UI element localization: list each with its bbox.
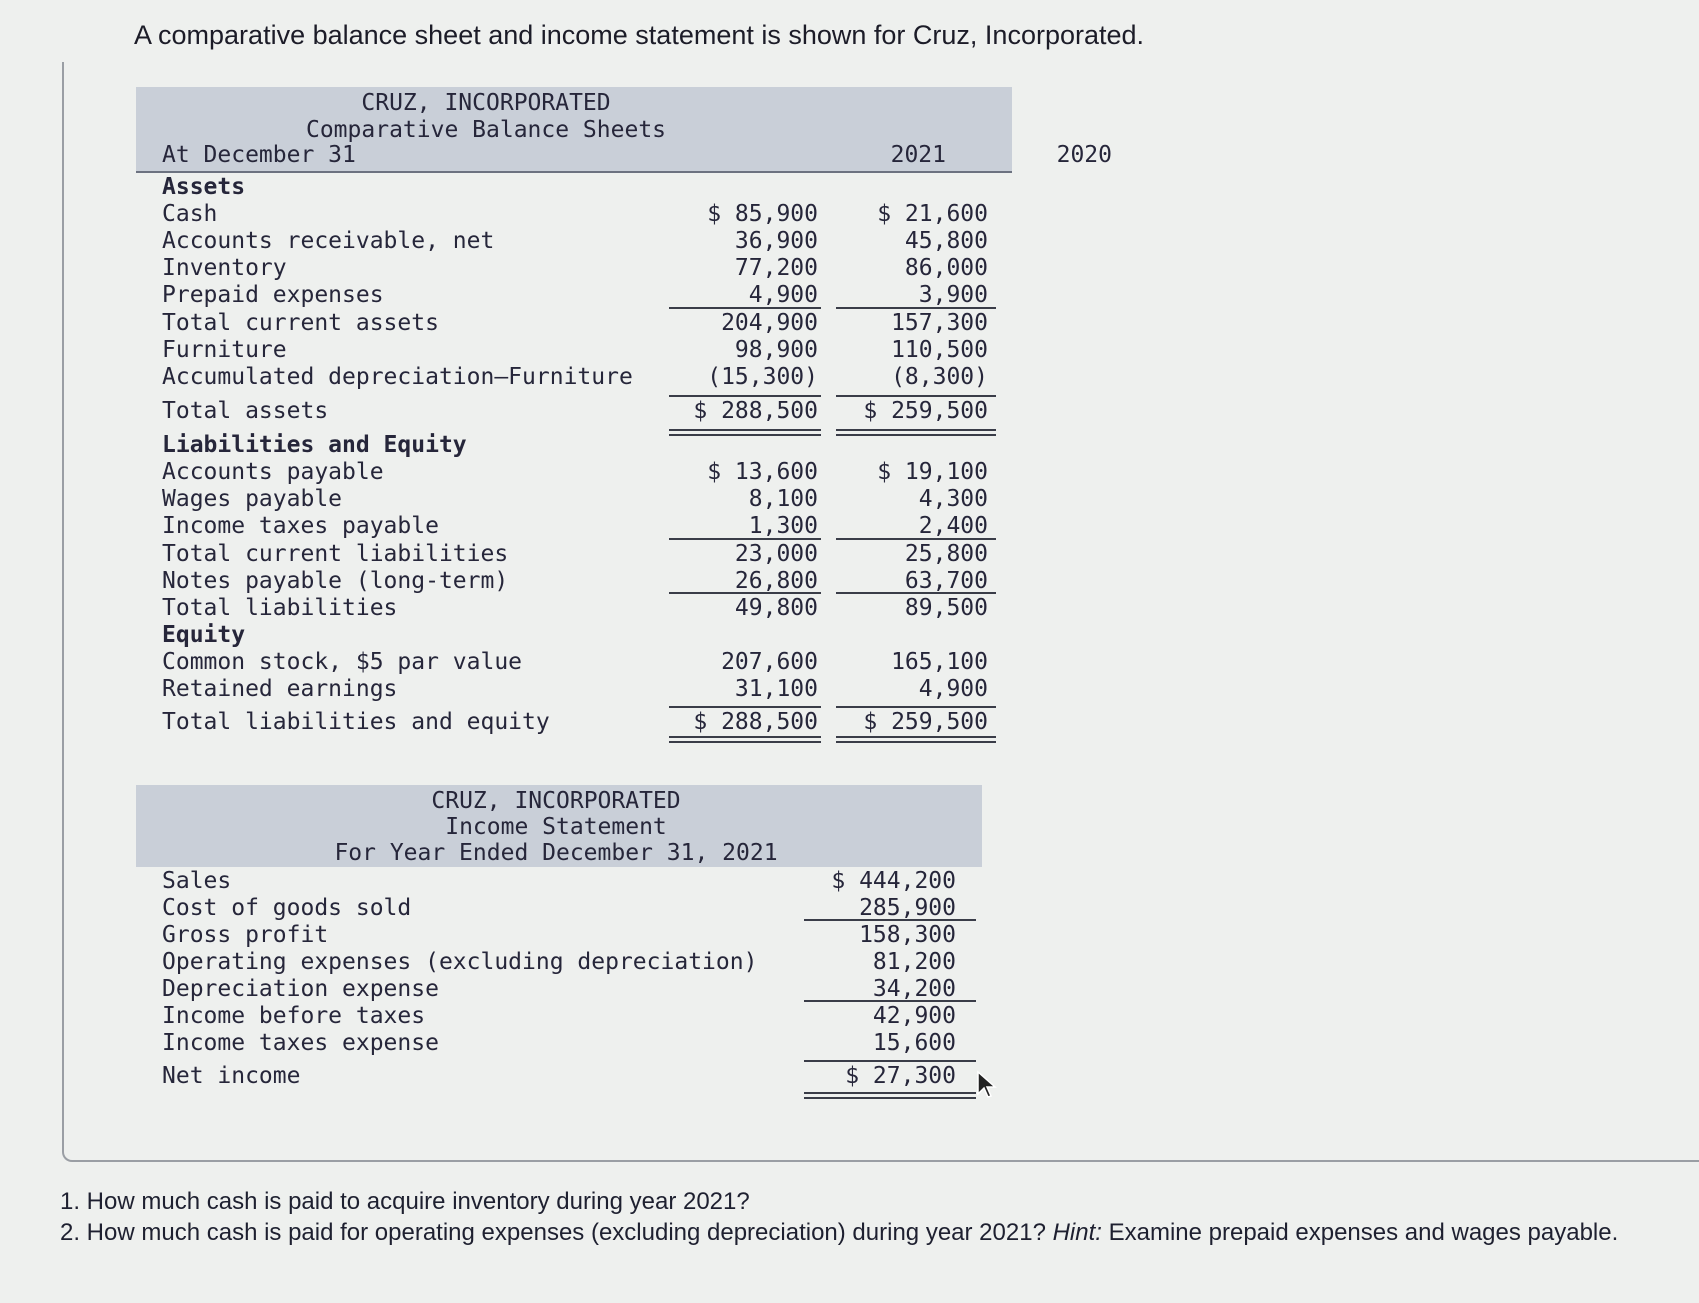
balance-sheet-row <box>136 173 1012 200</box>
rule-line <box>804 1092 976 1094</box>
balance-sheet-row <box>136 708 1012 738</box>
row-label: Equity <box>162 622 246 648</box>
value-2021: $ 288,500 <box>693 398 818 424</box>
income-statement-row <box>136 894 982 921</box>
value-2021: (15,300) <box>707 364 818 390</box>
row-label: Income taxes expense <box>162 1030 439 1056</box>
value-2021: 4,900 <box>748 282 818 308</box>
value-2020: 4,900 <box>918 676 988 702</box>
rule-line <box>804 1000 976 1002</box>
value-2020: 45,800 <box>904 228 988 254</box>
income-statement-row <box>136 867 982 894</box>
rule-line <box>836 736 996 738</box>
rule-line <box>836 307 996 309</box>
balance-sheet-row <box>136 485 1012 512</box>
value-2020: (8,300) <box>891 364 988 390</box>
income-statement <box>136 785 982 1094</box>
balance-sheet-row <box>136 540 1012 567</box>
row-value: $ 27,300 <box>845 1063 956 1089</box>
balance-sheet-row <box>136 281 1012 309</box>
income-statement-row <box>136 1062 982 1094</box>
balance-sheet-row <box>136 254 1012 281</box>
row-label: Liabilities and Equity <box>162 432 467 458</box>
value-2020: $ 259,500 <box>863 398 988 424</box>
intro-text: A comparative balance sheet and income statement is shown for Cruz, Incorporated. <box>134 20 1145 50</box>
year-2020-header: 2020 <box>1056 142 1112 168</box>
row-value: 34,200 <box>872 976 956 1002</box>
question-1: 1. How much cash is paid to acquire inventory during year 2021? <box>60 1188 750 1215</box>
hint-label: Hint: <box>1052 1219 1102 1246</box>
question-2 <box>60 1217 1660 1248</box>
balance-sheet-header <box>136 87 1112 173</box>
value-2020: 3,900 <box>918 282 988 308</box>
rule-line <box>669 307 821 309</box>
rule-line <box>669 706 821 708</box>
row-label: Total liabilities <box>162 595 398 621</box>
balance-sheet-row <box>136 512 1012 540</box>
rule-line <box>836 434 996 436</box>
year-2021-header: 2021 <box>890 142 946 168</box>
row-label: Assets <box>162 174 246 200</box>
row-label: Cash <box>162 201 218 227</box>
rule-line <box>836 395 996 397</box>
rule-line <box>836 706 996 708</box>
value-2020: 25,800 <box>904 541 988 567</box>
balance-sheet-row <box>136 309 1012 336</box>
rule-line <box>669 736 821 738</box>
income-statement-header <box>136 785 982 867</box>
row-value: 42,900 <box>872 1003 956 1029</box>
rule-line <box>669 429 821 431</box>
row-label: Net income <box>162 1063 301 1089</box>
mouse-cursor-icon <box>976 1070 998 1100</box>
balance-sheet-rows <box>136 173 1012 738</box>
row-label: Total current assets <box>162 310 439 336</box>
income-statement-row <box>136 1002 982 1029</box>
value-2021: 36,900 <box>734 228 818 254</box>
row-label: Inventory <box>162 255 287 281</box>
income-statement-rows <box>136 867 982 1094</box>
row-label: Furniture <box>162 337 287 363</box>
question-2-text: 2. How much cash is paid for operating expenses (excluding depreciation) during year 2021? <box>60 1219 1053 1246</box>
row-label: Depreciation expense <box>162 976 439 1002</box>
rule-line <box>836 741 996 743</box>
value-2020: $ 259,500 <box>863 709 988 735</box>
income-statement-row <box>136 1029 982 1062</box>
value-2021: 8,100 <box>748 486 818 512</box>
value-2020: 86,000 <box>904 255 988 281</box>
period-label: At December 31 <box>162 142 356 168</box>
value-2021: $ 85,900 <box>707 201 818 227</box>
row-label: Total assets <box>162 398 329 424</box>
rule-line <box>669 395 821 397</box>
row-label: Operating expenses (excluding depreciation) <box>162 949 758 975</box>
balance-sheet-row <box>136 227 1012 254</box>
row-value: 15,600 <box>872 1030 956 1056</box>
rule-line <box>804 919 976 921</box>
balance-sheet-row <box>136 675 1012 708</box>
questions <box>60 1186 1660 1248</box>
row-label: Sales <box>162 868 232 894</box>
value-2020: 89,500 <box>904 595 988 621</box>
row-label: Prepaid expenses <box>162 282 384 308</box>
value-2021: 77,200 <box>734 255 818 281</box>
balance-sheet-row <box>136 336 1012 363</box>
value-2021: 204,900 <box>721 310 818 336</box>
balance-sheet-row <box>136 363 1012 397</box>
income-statement-row <box>136 975 982 1002</box>
balance-sheet-row <box>136 200 1012 227</box>
value-2020: 63,700 <box>904 568 988 594</box>
row-label: Retained earnings <box>162 676 398 702</box>
row-value: 158,300 <box>859 922 956 948</box>
statement-period: For Year Ended December 31, 2021 <box>334 840 778 866</box>
company-name: CRUZ, INCORPORATED <box>431 788 681 814</box>
value-2021: 49,800 <box>734 595 818 621</box>
balance-sheet-row <box>136 621 1012 648</box>
balance-sheet-row <box>136 567 1012 594</box>
value-2021: $ 288,500 <box>693 709 818 735</box>
company-name: CRUZ, INCORPORATED <box>361 90 611 116</box>
value-2021: $ 13,600 <box>707 459 818 485</box>
value-2020: 2,400 <box>918 513 988 539</box>
rule-line <box>804 1060 976 1062</box>
row-label: Accumulated depreciation—Furniture <box>162 364 633 390</box>
value-2021: 98,900 <box>734 337 818 363</box>
row-label: Wages payable <box>162 486 343 512</box>
rule-line <box>669 592 821 594</box>
balance-sheet-row <box>136 648 1012 675</box>
row-label: Income before taxes <box>162 1003 426 1029</box>
income-statement-row <box>136 948 982 975</box>
value-2020: 157,300 <box>891 310 988 336</box>
rule-line <box>804 1097 976 1099</box>
row-label: Income taxes payable <box>162 513 439 539</box>
row-label: Notes payable (long-term) <box>162 568 509 594</box>
row-value: 81,200 <box>872 949 956 975</box>
value-2020: 165,100 <box>891 649 988 675</box>
hint-text: Examine prepaid expenses and wages payable. <box>1101 1219 1619 1246</box>
value-2021: 207,600 <box>721 649 818 675</box>
row-label: Common stock, $5 par value <box>162 649 523 675</box>
statement-title: Income Statement <box>445 814 667 840</box>
value-2021: 1,300 <box>748 513 818 539</box>
balance-sheet <box>136 87 1112 738</box>
rule-line <box>836 592 996 594</box>
value-2020: 110,500 <box>891 337 988 363</box>
rule-line <box>836 429 996 431</box>
value-2021: 26,800 <box>734 568 818 594</box>
value-2020: $ 19,100 <box>877 459 988 485</box>
rule-line <box>669 741 821 743</box>
statement-title: Comparative Balance Sheets <box>305 117 667 143</box>
value-2020: 4,300 <box>918 486 988 512</box>
row-label: Total current liabilities <box>162 541 509 567</box>
rule-line <box>836 538 996 540</box>
value-2020: $ 21,600 <box>877 201 988 227</box>
rule-line <box>669 434 821 436</box>
row-label: Gross profit <box>162 922 329 948</box>
row-label: Accounts payable <box>162 459 384 485</box>
row-label: Accounts receivable, net <box>162 228 495 254</box>
balance-sheet-row <box>136 397 1012 431</box>
row-label: Total liabilities and equity <box>162 709 550 735</box>
rule-line <box>669 538 821 540</box>
value-2021: 23,000 <box>734 541 818 567</box>
row-label: Cost of goods sold <box>162 895 412 921</box>
row-value: $ 444,200 <box>831 868 956 894</box>
balance-sheet-row <box>136 594 1012 621</box>
row-value: 285,900 <box>859 895 956 921</box>
value-2021: 31,100 <box>734 676 818 702</box>
income-statement-row <box>136 921 982 948</box>
balance-sheet-row <box>136 458 1012 485</box>
